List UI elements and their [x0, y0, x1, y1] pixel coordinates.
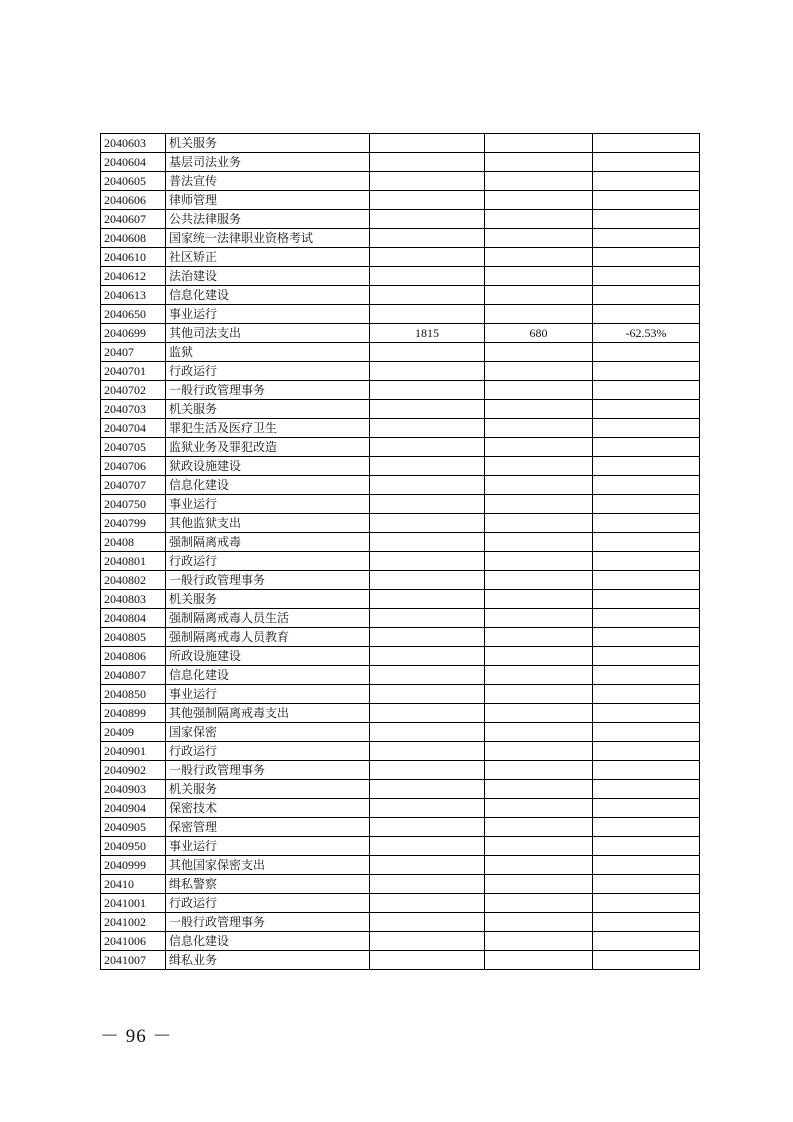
percent-change-cell — [593, 248, 700, 267]
item-name-cell: 信息化建设 — [166, 932, 370, 951]
value-cell-2 — [485, 932, 593, 951]
percent-change-cell — [593, 305, 700, 324]
value-cell-2 — [485, 951, 593, 970]
item-name-cell: 一般行政管理事务 — [166, 761, 370, 780]
table-row — [101, 571, 700, 590]
item-code-cell: 2040606 — [101, 191, 166, 210]
value-cell-2 — [485, 552, 593, 571]
value-cell-1 — [370, 343, 485, 362]
value-cell-1 — [370, 590, 485, 609]
item-name-cell: 缉私业务 — [166, 951, 370, 970]
item-name-cell: 机关服务 — [166, 590, 370, 609]
item-code-cell: 2041007 — [101, 951, 166, 970]
table-row — [101, 514, 700, 533]
value-cell-2 — [485, 571, 593, 590]
value-cell-2 — [485, 875, 593, 894]
table-row — [101, 932, 700, 951]
value-cell-1 — [370, 362, 485, 381]
percent-change-cell — [593, 951, 700, 970]
value-cell-2 — [485, 799, 593, 818]
percent-change-cell — [593, 837, 700, 856]
item-name-cell: 行政运行 — [166, 742, 370, 761]
percent-change-cell — [593, 894, 700, 913]
percent-change-cell — [593, 742, 700, 761]
value-cell-2 — [485, 495, 593, 514]
table-row — [101, 951, 700, 970]
item-name-cell: 信息化建设 — [166, 286, 370, 305]
value-cell-2 — [485, 723, 593, 742]
item-name-cell: 信息化建设 — [166, 666, 370, 685]
item-name-cell: 一般行政管理事务 — [166, 913, 370, 932]
value-cell-2 — [485, 837, 593, 856]
table-row — [101, 362, 700, 381]
value-cell-1 — [370, 742, 485, 761]
value-cell-1 — [370, 172, 485, 191]
item-code-cell: 2040802 — [101, 571, 166, 590]
value-cell-2 — [485, 457, 593, 476]
item-code-cell: 2040604 — [101, 153, 166, 172]
percent-change-cell — [593, 267, 700, 286]
value-cell-2 — [485, 609, 593, 628]
budget-table — [100, 133, 700, 970]
value-cell-1 — [370, 704, 485, 723]
item-code-cell: 20407 — [101, 343, 166, 362]
value-cell-1 — [370, 723, 485, 742]
item-code-cell: 2040899 — [101, 704, 166, 723]
item-name-cell: 机关服务 — [166, 780, 370, 799]
item-code-cell: 2040803 — [101, 590, 166, 609]
percent-change-cell — [593, 438, 700, 457]
value-cell-2 — [485, 533, 593, 552]
table-row — [101, 172, 700, 191]
item-name-cell: 其他司法支出 — [166, 324, 370, 343]
value-cell-2 — [485, 134, 593, 153]
item-name-cell: 其他国家保密支出 — [166, 856, 370, 875]
value-cell-2 — [485, 267, 593, 286]
percent-change-cell — [593, 704, 700, 723]
value-cell-2 — [485, 229, 593, 248]
value-cell-2 — [485, 590, 593, 609]
table-row — [101, 153, 700, 172]
item-name-cell: 基层司法业务 — [166, 153, 370, 172]
item-code-cell: 2040707 — [101, 476, 166, 495]
item-code-cell: 2040902 — [101, 761, 166, 780]
item-code-cell: 2040750 — [101, 495, 166, 514]
value-cell-2 — [485, 913, 593, 932]
item-code-cell: 2040807 — [101, 666, 166, 685]
percent-change-cell — [593, 229, 700, 248]
item-code-cell: 20409 — [101, 723, 166, 742]
value-cell-2 — [485, 191, 593, 210]
percent-change-cell — [593, 362, 700, 381]
item-code-cell: 2040950 — [101, 837, 166, 856]
table-row — [101, 628, 700, 647]
item-name-cell: 国家统一法律职业资格考试 — [166, 229, 370, 248]
percent-change-cell — [593, 381, 700, 400]
item-code-cell: 20408 — [101, 533, 166, 552]
item-code-cell: 2040703 — [101, 400, 166, 419]
item-name-cell: 国家保密 — [166, 723, 370, 742]
item-name-cell: 法治建设 — [166, 267, 370, 286]
value-cell-2 — [485, 343, 593, 362]
value-cell-2 — [485, 476, 593, 495]
item-name-cell: 监狱业务及罪犯改造 — [166, 438, 370, 457]
table-row — [101, 894, 700, 913]
item-code-cell: 2040650 — [101, 305, 166, 324]
percent-change-cell — [593, 191, 700, 210]
item-name-cell: 机关服务 — [166, 134, 370, 153]
table-row — [101, 704, 700, 723]
percent-change-cell — [593, 856, 700, 875]
value-cell-1 — [370, 400, 485, 419]
table-row — [101, 875, 700, 894]
percent-change-cell — [593, 419, 700, 438]
percent-change-cell — [593, 761, 700, 780]
percent-change-cell — [593, 533, 700, 552]
value-cell-1 — [370, 286, 485, 305]
item-code-cell: 2040904 — [101, 799, 166, 818]
value-cell-2 — [485, 305, 593, 324]
item-name-cell: 信息化建设 — [166, 476, 370, 495]
item-name-cell: 强制隔离戒毒人员教育 — [166, 628, 370, 647]
value-cell-2 — [485, 818, 593, 837]
table-row — [101, 381, 700, 400]
item-code-cell: 2040999 — [101, 856, 166, 875]
value-cell-1 — [370, 685, 485, 704]
percent-change-cell — [593, 153, 700, 172]
value-cell-1 — [370, 419, 485, 438]
table-row — [101, 590, 700, 609]
percent-change-cell — [593, 590, 700, 609]
item-code-cell: 2040806 — [101, 647, 166, 666]
item-name-cell: 机关服务 — [166, 400, 370, 419]
percent-change-cell — [593, 932, 700, 951]
table-row — [101, 457, 700, 476]
value-cell-1 — [370, 305, 485, 324]
item-name-cell: 事业运行 — [166, 495, 370, 514]
value-cell-1 — [370, 381, 485, 400]
table-row — [101, 343, 700, 362]
table-row — [101, 552, 700, 571]
table-row — [101, 248, 700, 267]
table-row — [101, 723, 700, 742]
percent-change-cell — [593, 685, 700, 704]
item-name-cell: 一般行政管理事务 — [166, 381, 370, 400]
percent-change-cell — [593, 780, 700, 799]
item-code-cell: 2040901 — [101, 742, 166, 761]
value-cell-1 — [370, 932, 485, 951]
value-cell-2 — [485, 666, 593, 685]
percent-change-cell — [593, 666, 700, 685]
table-row — [101, 438, 700, 457]
value-cell-1 — [370, 134, 485, 153]
value-cell-2 — [485, 400, 593, 419]
item-code-cell: 2041002 — [101, 913, 166, 932]
value-cell-1 — [370, 514, 485, 533]
item-code-cell: 2040603 — [101, 134, 166, 153]
value-cell-2 — [485, 419, 593, 438]
item-name-cell: 罪犯生活及医疗卫生 — [166, 419, 370, 438]
table-row — [101, 647, 700, 666]
table-row — [101, 856, 700, 875]
value-cell-2 — [485, 894, 593, 913]
value-cell-1 — [370, 628, 485, 647]
percent-change-cell — [593, 647, 700, 666]
table-row — [101, 818, 700, 837]
value-cell-2 — [485, 761, 593, 780]
item-name-cell: 行政运行 — [166, 362, 370, 381]
value-cell-2 — [485, 780, 593, 799]
item-name-cell: 强制隔离戒毒人员生活 — [166, 609, 370, 628]
item-code-cell: 2040706 — [101, 457, 166, 476]
value-cell-1 — [370, 438, 485, 457]
percent-change-cell — [593, 476, 700, 495]
value-cell-1 — [370, 153, 485, 172]
item-name-cell: 一般行政管理事务 — [166, 571, 370, 590]
table-row — [101, 476, 700, 495]
value-cell-2 — [485, 438, 593, 457]
value-cell-1 — [370, 476, 485, 495]
value-cell-2 — [485, 856, 593, 875]
percent-change-cell — [593, 134, 700, 153]
value-cell-1 — [370, 191, 485, 210]
percent-change-cell — [593, 628, 700, 647]
table-row — [101, 533, 700, 552]
value-cell-2 — [485, 210, 593, 229]
table-row — [101, 780, 700, 799]
item-name-cell: 所政设施建设 — [166, 647, 370, 666]
value-cell-2 — [485, 628, 593, 647]
percent-change-cell — [593, 172, 700, 191]
value-cell-1: 1815 — [370, 324, 485, 343]
item-code-cell: 2041006 — [101, 932, 166, 951]
item-code-cell: 2040799 — [101, 514, 166, 533]
item-code-cell: 20410 — [101, 875, 166, 894]
item-name-cell: 社区矫正 — [166, 248, 370, 267]
value-cell-1 — [370, 267, 485, 286]
value-cell-2 — [485, 286, 593, 305]
item-code-cell: 2040850 — [101, 685, 166, 704]
percent-change-cell — [593, 913, 700, 932]
item-name-cell: 保密管理 — [166, 818, 370, 837]
value-cell-2 — [485, 381, 593, 400]
percent-change-cell — [593, 514, 700, 533]
item-name-cell: 事业运行 — [166, 685, 370, 704]
value-cell-1 — [370, 837, 485, 856]
percent-change-cell — [593, 457, 700, 476]
percent-change-cell — [593, 552, 700, 571]
table-row — [101, 837, 700, 856]
value-cell-2 — [485, 248, 593, 267]
table-row — [101, 191, 700, 210]
item-code-cell: 2040701 — [101, 362, 166, 381]
value-cell-1 — [370, 913, 485, 932]
value-cell-2 — [485, 647, 593, 666]
value-cell-1 — [370, 229, 485, 248]
table-row — [101, 400, 700, 419]
value-cell-1 — [370, 875, 485, 894]
item-name-cell: 事业运行 — [166, 837, 370, 856]
value-cell-1 — [370, 856, 485, 875]
percent-change-cell: -62.53% — [593, 324, 700, 343]
item-code-cell: 2040612 — [101, 267, 166, 286]
value-cell-1 — [370, 457, 485, 476]
value-cell-2 — [485, 704, 593, 723]
page-number: － 96 － — [100, 1026, 173, 1047]
item-name-cell: 强制隔离戒毒 — [166, 533, 370, 552]
value-cell-2 — [485, 514, 593, 533]
table-row — [101, 685, 700, 704]
value-cell-1 — [370, 248, 485, 267]
percent-change-cell — [593, 286, 700, 305]
item-code-cell: 2041001 — [101, 894, 166, 913]
table-row — [101, 609, 700, 628]
table-row — [101, 324, 700, 343]
percent-change-cell — [593, 799, 700, 818]
percent-change-cell — [593, 571, 700, 590]
item-name-cell: 普法宣传 — [166, 172, 370, 191]
value-cell-1 — [370, 761, 485, 780]
value-cell-1 — [370, 894, 485, 913]
value-cell-2 — [485, 685, 593, 704]
item-code-cell: 2040608 — [101, 229, 166, 248]
table-row — [101, 210, 700, 229]
value-cell-1 — [370, 666, 485, 685]
item-name-cell: 监狱 — [166, 343, 370, 362]
item-name-cell: 公共法律服务 — [166, 210, 370, 229]
item-code-cell: 2040704 — [101, 419, 166, 438]
percent-change-cell — [593, 495, 700, 514]
table-row — [101, 761, 700, 780]
item-name-cell: 保密技术 — [166, 799, 370, 818]
table-row — [101, 666, 700, 685]
value-cell-2: 680 — [485, 324, 593, 343]
value-cell-2 — [485, 153, 593, 172]
value-cell-1 — [370, 951, 485, 970]
item-code-cell: 2040903 — [101, 780, 166, 799]
table-row — [101, 134, 700, 153]
item-name-cell: 行政运行 — [166, 894, 370, 913]
value-cell-1 — [370, 533, 485, 552]
percent-change-cell — [593, 818, 700, 837]
percent-change-cell — [593, 723, 700, 742]
table-row — [101, 799, 700, 818]
item-code-cell: 2040702 — [101, 381, 166, 400]
value-cell-1 — [370, 818, 485, 837]
value-cell-2 — [485, 742, 593, 761]
item-code-cell: 2040905 — [101, 818, 166, 837]
item-name-cell: 缉私警察 — [166, 875, 370, 894]
budget-table-body — [101, 134, 700, 970]
item-code-cell: 2040607 — [101, 210, 166, 229]
item-name-cell: 事业运行 — [166, 305, 370, 324]
item-code-cell: 2040605 — [101, 172, 166, 191]
value-cell-1 — [370, 609, 485, 628]
table-row — [101, 286, 700, 305]
item-name-cell: 其他强制隔离戒毒支出 — [166, 704, 370, 723]
item-code-cell: 2040699 — [101, 324, 166, 343]
value-cell-1 — [370, 647, 485, 666]
value-cell-1 — [370, 780, 485, 799]
item-name-cell: 狱政设施建设 — [166, 457, 370, 476]
item-code-cell: 2040610 — [101, 248, 166, 267]
value-cell-2 — [485, 362, 593, 381]
table-row — [101, 419, 700, 438]
item-name-cell: 其他监狱支出 — [166, 514, 370, 533]
item-code-cell: 2040801 — [101, 552, 166, 571]
percent-change-cell — [593, 210, 700, 229]
table-row — [101, 229, 700, 248]
value-cell-1 — [370, 210, 485, 229]
item-code-cell: 2040805 — [101, 628, 166, 647]
value-cell-1 — [370, 552, 485, 571]
percent-change-cell — [593, 609, 700, 628]
table-row — [101, 742, 700, 761]
table-row — [101, 305, 700, 324]
table-row — [101, 913, 700, 932]
item-name-cell: 律师管理 — [166, 191, 370, 210]
value-cell-1 — [370, 495, 485, 514]
table-row — [101, 267, 700, 286]
item-code-cell: 2040705 — [101, 438, 166, 457]
percent-change-cell — [593, 343, 700, 362]
percent-change-cell — [593, 400, 700, 419]
value-cell-1 — [370, 571, 485, 590]
item-name-cell: 行政运行 — [166, 552, 370, 571]
value-cell-1 — [370, 799, 485, 818]
item-code-cell: 2040804 — [101, 609, 166, 628]
table-row — [101, 495, 700, 514]
value-cell-2 — [485, 172, 593, 191]
percent-change-cell — [593, 875, 700, 894]
item-code-cell: 2040613 — [101, 286, 166, 305]
